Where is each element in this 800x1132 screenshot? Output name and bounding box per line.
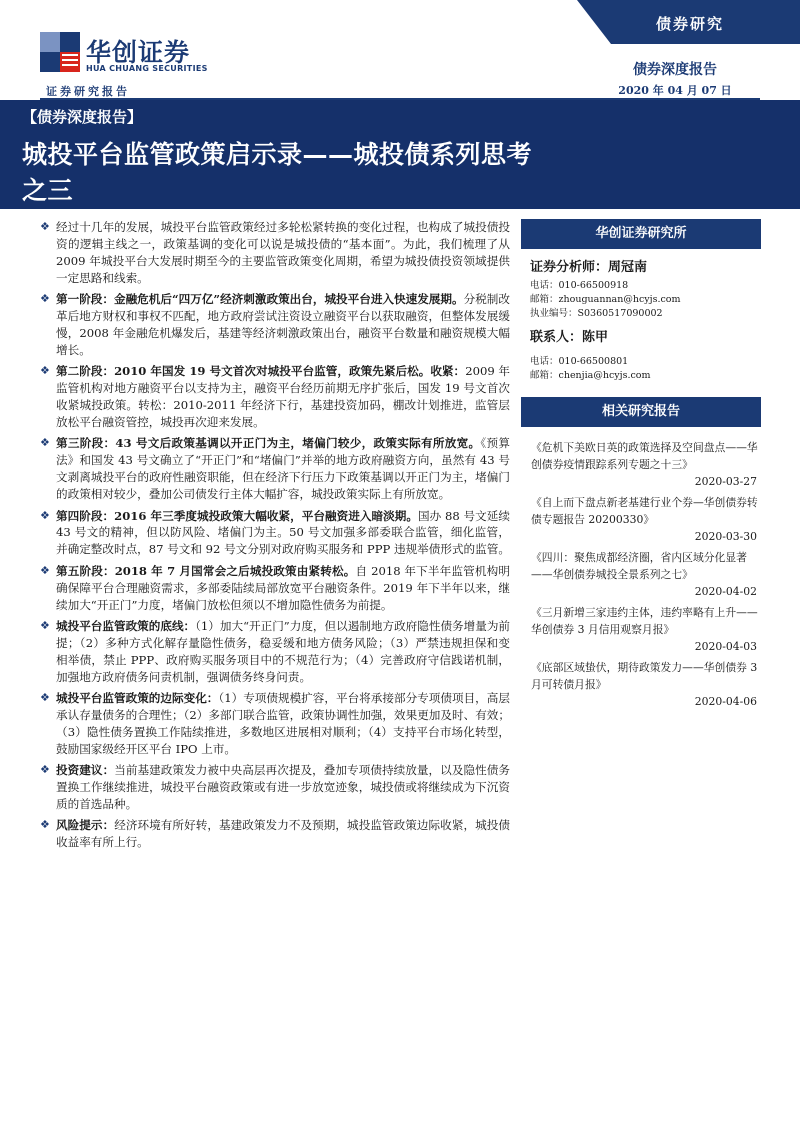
report-tag: 【债券深度报告】 <box>22 108 143 126</box>
diamond-bullet-icon: ❖ <box>40 691 50 705</box>
list-item[interactable] <box>531 604 759 655</box>
institute-header: 华创证券研究所 <box>521 219 761 249</box>
summary-bullet: ❖ 第一阶段：金融危机后“四万亿”经济刺激政策出台，城投平台进入快速发展期。分税制改革后地方财权和事权不匹配，地方政府尝试注资设立融资平台以获取融资，但整体发展缓慢，2008 年金融危机爆发后，基建等经济刺激政策出台，融资平台数量和融资规模大幅增长。 <box>40 292 510 357</box>
contact-phone: 电话：010-66500801 <box>530 356 629 367</box>
related-report-title[interactable]: 《危机下美欧日英的政策选择及空间盘点——华创债券疫情跟踪系列专题之十三》 <box>531 441 758 471</box>
summary-bullet: ❖ 经过十几年的发展，城投平台监管政策经过多轮松紧转换的变化过程，也构成了城投债投资的逻辑主线之一，政策基调的变化可以说是城投债的“基本面”。为此，我们梳理了从 2009 年城投平台大发展时期至今的主要监管政策变化周期，希望为城投债投资领域提供一定思路和线索。 <box>40 220 510 285</box>
header-subtitle: 证券研究报告 <box>46 85 130 98</box>
summary-bullet: ❖ 第二阶段：2010 年国发 19 号文首次对城投平台监管，政策先紧后松。收紧：2009 年监管机构对地方融资平台以支持为主，融资平台经历前期无序扩张后，国发 19 号文首次收紧城投政策。转松：2010-2011 年经济下行，基建投资加码，棚改计划推进，监管层放松平台融资管控，城投再次迎来发展。 <box>40 364 510 429</box>
analyst-title: 证券分析师：周冠南 <box>530 260 648 275</box>
section-tab-label: 债券研究 <box>655 15 724 33</box>
contact-title: 联系人：陈甲 <box>530 330 609 345</box>
company-logo-icon <box>40 32 80 72</box>
analyst-info <box>521 257 761 383</box>
summary-bullet: ❖ 城投平台监管政策的边际变化：（1）专项债规模扩容，平台将承接部分专项债项目，高层承认存量债务的合理性；（2）多部门联合监管，政策协调性加强，效果更加及时、有效；（3）隐性债务置换工作陆续推进，多数地区进展相对顺利；（4）支持平台市场化转型，鼓励国家级经开区平台 IPO 上市。 <box>40 691 510 756</box>
report-date: 2020 年 04 月 07 日 <box>618 84 732 97</box>
diamond-bullet-icon: ❖ <box>40 763 50 777</box>
contact-email: 邮箱：chenjia@hcyjs.com <box>530 370 651 381</box>
list-item[interactable] <box>531 439 759 490</box>
list-item[interactable] <box>531 659 759 710</box>
summary-column <box>40 219 510 856</box>
summary-bullet: ❖ 城投平台监管政策的底线：（1）加大“开正门”力度，但以遏制地方政府隐性债务增量为前提；（2）多种方式化解存量隐性债务，稳妥缓和地方债务风险；（3）严禁违规担保和变相举债，禁止 PPP、政府购买服务项目中的不规范行为；（4）完善政府守信践诺机制，加强地方政府债务问责机制，强调债务终身问责。 <box>40 618 511 684</box>
related-report-title[interactable]: 《三月新增三家违约主体，违约率略有上升——华创债券 3 月信用观察月报》 <box>531 606 758 636</box>
summary-bullet: ❖ 第四阶段：2016 年三季度城投政策大幅收紧，平台融资进入暗淡期。国办 88 号文延续 43 号文的精神，但以防风险、堵偏门为主。50 号文加强多部委联合监管，细化监管，并确定整改时点，87 号文和 92 号文分别对政府购买服务和 PPP 违规举债形式的监管。 <box>40 508 511 557</box>
diamond-bullet-icon: ❖ <box>40 364 50 378</box>
related-report-date: 2020-04-06 <box>694 695 757 708</box>
diamond-bullet-icon: ❖ <box>40 220 50 233</box>
related-report-title[interactable]: 《四川：聚焦成都经济圈，省内区域分化显著——华创债券城投全景系列之七》 <box>531 551 747 581</box>
report-title: 城投平台监管政策启示录——城投债系列思考之三 <box>22 140 533 205</box>
analyst-license: 执业编号：S0360517090002 <box>530 308 663 319</box>
list-item[interactable] <box>531 549 759 600</box>
related-report-date: 2020-03-30 <box>694 530 757 543</box>
related-reports-list <box>521 439 761 710</box>
analyst-phone: 电话：010-66500918 <box>530 280 629 291</box>
company-name-en: HUA CHUANG SECURITIES <box>86 64 208 73</box>
summary-bullet: ❖ 第五阶段：2018 年 7 月国常会之后城投政策由紧转松。自 2018 年下半年监管机构明确保障平台合理融资需求，多部委陆续局部放宽平台融资条件。2019 年下半年以来，继续加大“开正门”力度，堵偏门放松但须以不增加隐性债务为前提。 <box>40 563 510 612</box>
diamond-bullet-icon: ❖ <box>40 818 50 832</box>
diamond-bullet-icon: ❖ <box>40 508 50 522</box>
related-report-date: 2020-04-02 <box>694 585 757 598</box>
diamond-bullet-icon: ❖ <box>40 618 50 632</box>
list-item[interactable] <box>531 494 759 545</box>
report-type: 债券深度报告 <box>633 62 717 78</box>
summary-bullet: ❖ 风险提示：经济环境有所好转，基建政策发力不及预期，城投监管政策边际收紧，城投债收益率有所上行。 <box>40 818 510 850</box>
diamond-bullet-icon: ❖ <box>40 436 50 450</box>
sidebar <box>521 219 761 714</box>
diamond-bullet-icon: ❖ <box>40 563 50 577</box>
company-name: 华创证券 <box>86 38 191 67</box>
analyst-email: 邮箱：zhouguannan@hcyjs.com <box>530 294 681 305</box>
related-report-date: 2020-03-27 <box>694 475 757 488</box>
title-banner <box>0 100 800 209</box>
related-report-title[interactable]: 《底部区域蛰伏，期待政策发力——华创债券 3 月可转债月报》 <box>531 661 758 691</box>
related-reports-header: 相关研究报告 <box>521 397 761 427</box>
diamond-bullet-icon: ❖ <box>40 292 50 306</box>
related-report-date: 2020-04-03 <box>694 640 757 653</box>
summary-bullet: ❖ 第三阶段：43 号文后政策基调以开正门为主，堵偏门较少，政策实际有所放宽。《预算法》和国发 43 号文确立了“开正门”和“堵偏门”并举的地方政府融资方向，虽然有 43 号文剥离城投平台的政府性融资职能，但在经济下行压力下政策基调以开正门为主，堵偏门的政策相对较少，叠加公司债发行主体大幅扩容，城投政策实际上有所放宽。 <box>40 436 510 502</box>
related-report-title[interactable]: 《自上而下盘点新老基建行业个券—华创债券转债专题报告 20200330》 <box>531 496 758 526</box>
summary-bullet: ❖ 投资建议：当前基建政策发力被中央高层再次提及，叠加专项债持续放量，以及隐性债务置换工作继续推进，城投平台融资政策或有进一步放宽迹象，城投债或将继续成为下沉资质的首选品种。 <box>40 763 510 811</box>
